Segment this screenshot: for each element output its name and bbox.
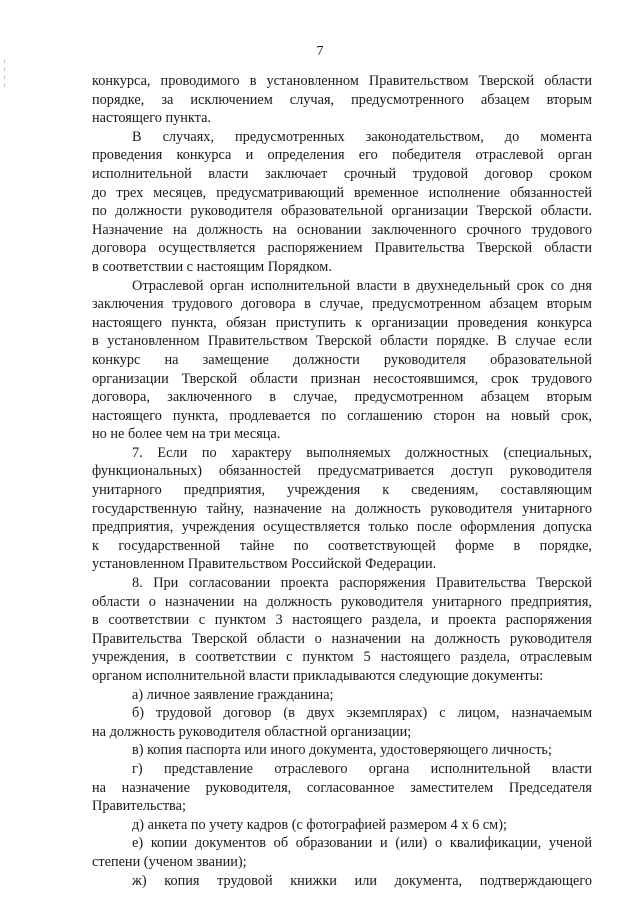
text-line: настоящего пункта.	[92, 110, 211, 127]
text-line: конкурса, проводимого в установленном Правительством Тверской области	[92, 73, 592, 89]
text-line: органом исполнительной власти прикладываются следующие документы:	[92, 668, 544, 684]
text-line: государственную тайну, назначение на должность руководителя унитарного	[92, 500, 592, 517]
text-line: Отраслевой орган исполнительной власти в двухнедельный срок со дня	[132, 277, 592, 294]
text-line: г) представление отраслевого органа исполнительной власти	[132, 760, 592, 777]
text-line: Правительства;	[92, 798, 186, 815]
text-line: договора осуществляется распоряжением Правительства Тверской области	[92, 240, 592, 257]
text-line: е) копии документов об образовании и (или) о квалификации, ученой	[132, 835, 592, 852]
text-line: а) личное заявление гражданина;	[132, 686, 334, 703]
text-line: унитарного предприятия, учреждения к сведениям, составляющим	[92, 482, 592, 499]
text-line: конкурс на замещение должности руководителя образовательной	[92, 351, 592, 368]
text-line: 7. Если по характеру выполняемых должностных (специальных,	[132, 444, 592, 461]
text-line: установленном Правительством Российской Федерации.	[92, 556, 437, 573]
text-line: порядке, за исключением случая, предусмотренного абзацем вторым	[92, 91, 592, 108]
text-line: функциональных) обязанностей предусматривается доступ руководителя	[92, 463, 592, 480]
text-line: на назначение руководителя, согласованное заместителем Председателя	[92, 779, 592, 796]
text-line: в соответствии с настоящим Порядком.	[92, 258, 332, 275]
text-line: в соответствии с пунктом 3 настоящего раздела, и проекта распоряжения	[92, 612, 592, 629]
scan-mark	[4, 84, 5, 87]
text-line: области о назначении на должность руководителя унитарного предприятия,	[92, 593, 592, 610]
text-line: учреждения, в соответствии с пунктом 5 настоящего раздела, отраслевым	[92, 649, 592, 666]
scan-mark	[4, 68, 5, 71]
text-line: степени (ученом звании);	[92, 853, 247, 870]
document-body	[92, 72, 592, 890]
scan-mark	[4, 76, 5, 79]
text-line: по должности руководителя образовательной организации Тверской области.	[92, 203, 592, 220]
text-line: Правительства Тверской области о назначении на должность руководителя	[92, 630, 592, 647]
scan-mark	[4, 60, 5, 63]
text-line: договора, заключенного в случае, предусмотренном абзацем вторым	[92, 389, 592, 406]
text-line: 8. При согласовании проекта распоряжения Правительства Тверской	[132, 575, 592, 592]
text-line: в установленном Правительством Тверской области порядке. В случае если	[92, 333, 592, 350]
text-line: настоящего пункта, обязан приступить к организации проведения конкурса	[92, 314, 592, 331]
margin-scan-marks	[4, 60, 6, 100]
text-line: В случаях, предусмотренных законодательством, до момента	[132, 128, 592, 145]
text-line: ж) копия трудовой книжки или документа, подтверждающего	[132, 872, 592, 889]
text-line: но не более чем на три месяца.	[92, 426, 281, 443]
text-line: к государственной тайне по соответствующей форме в порядке,	[92, 537, 592, 554]
text-line: в) копия паспорта или иного документа, удостоверяющего личность;	[132, 742, 552, 759]
text-line: предприятия, учреждения осуществляется только после оформления допуска	[92, 519, 592, 536]
text-line: б) трудовой договор (в двух экземплярах) с лицом, назначаемым	[132, 705, 592, 722]
text-line: заключения трудового договора в случае, предусмотренном абзацем вторым	[92, 296, 592, 313]
text-line: проведения конкурса и определения его победителя отраслевой орган	[92, 147, 592, 164]
text-line: организации Тверской области признан несостоявшимся, срок трудового	[92, 370, 592, 387]
page-number: 7	[316, 44, 324, 59]
text-line: до трех месяцев, предусматривающий временное исполнение обязанностей	[92, 184, 592, 201]
text-line: настоящего пункта, продлевается по соглашению сторон на новый срок,	[92, 407, 592, 424]
text-line: исполнительной власти заключает срочный трудовой договор сроком	[92, 165, 592, 182]
text-line: Назначение на должность на основании заключенного срочного трудового	[92, 221, 592, 238]
text-line: на должность руководителя областной организации;	[92, 723, 412, 740]
text-line: д) анкета по учету кадров (с фотографией размером 4 х 6 см);	[132, 816, 507, 833]
